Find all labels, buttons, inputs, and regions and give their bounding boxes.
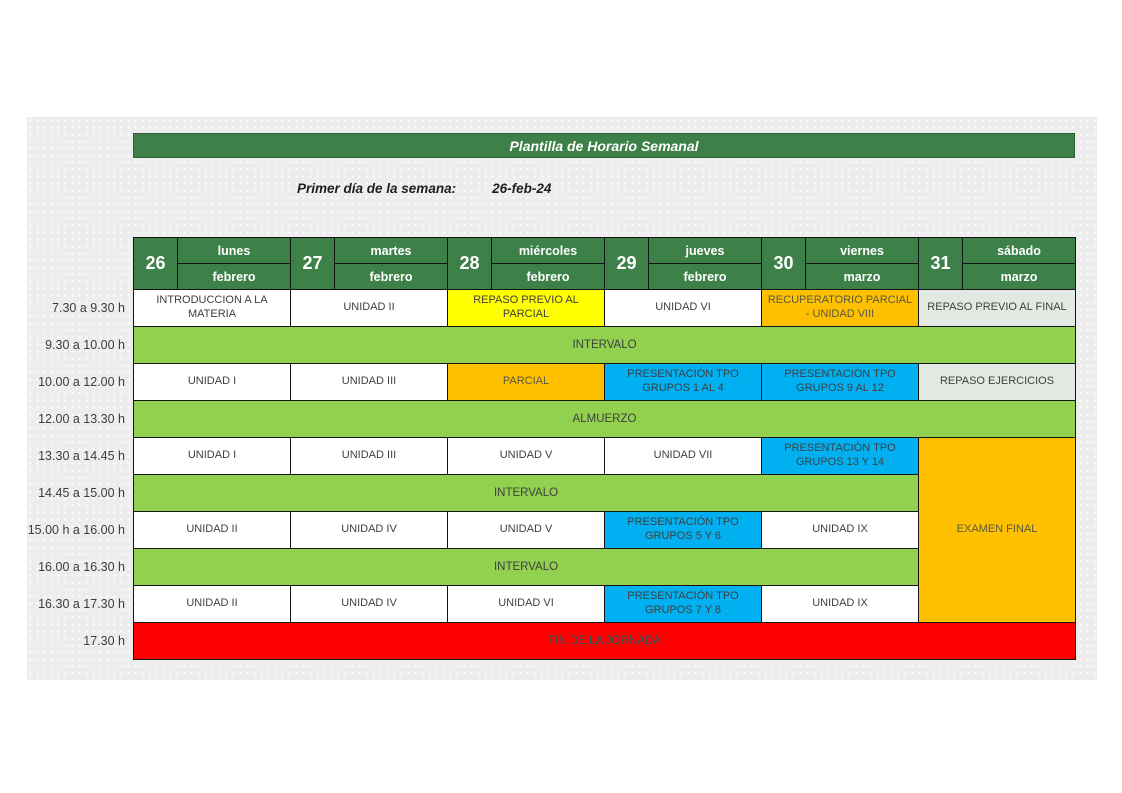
header-day-name[interactable]: viernes [806,238,919,264]
header-day-number[interactable]: 28 [448,238,492,290]
cell-intervalo[interactable]: INTERVALO [134,327,1076,364]
time-label[interactable]: 14.45 a 15.00 h [38,485,125,500]
time-label[interactable]: 17.30 h [83,633,125,648]
cell-intervalo[interactable]: INTERVALO [134,475,919,512]
first-day-label: Primer día de la semana: [297,181,457,196]
header-day-name[interactable]: sábado [963,238,1076,264]
time-label[interactable]: 15.00 h a 16.00 h [27,522,125,537]
header-month[interactable]: marzo [963,264,1076,290]
row-1000 [134,364,1076,401]
header-month[interactable]: febrero [492,264,605,290]
cell-r1-martes[interactable]: UNIDAD II [291,290,448,327]
cell-r5-jueves[interactable]: UNIDAD VII [605,438,762,475]
header-row-day [134,238,1076,264]
time-label[interactable]: 16.30 a 17.30 h [38,596,125,611]
header-day-number[interactable]: 30 [762,238,806,290]
cell-r5-lunes[interactable]: UNIDAD I [134,438,291,475]
header-day-number[interactable]: 31 [919,238,963,290]
cell-r1-lunes[interactable]: INTRODUCCION A LA MATERIA [134,290,291,327]
cell-r7-jueves[interactable]: PRESENTACIÓN TPO GRUPOS 5 Y 6 [605,512,762,549]
header-month[interactable]: febrero [649,264,762,290]
schedule-title: Plantilla de Horario Semanal [133,133,1075,158]
cell-r3-miercoles[interactable]: PARCIAL [448,364,605,401]
header-day-number[interactable]: 29 [605,238,649,290]
cell-r3-martes[interactable]: UNIDAD III [291,364,448,401]
cell-almuerzo[interactable]: ALMUERZO [134,401,1076,438]
cell-r3-sabado[interactable]: REPASO EJERCICIOS [919,364,1076,401]
cell-r9-martes[interactable]: UNIDAD IV [291,586,448,623]
row-intervalo-0930 [134,327,1076,364]
header-month[interactable]: febrero [178,264,291,290]
cell-r1-jueves[interactable]: UNIDAD VI [605,290,762,327]
header-day-name[interactable]: martes [335,238,448,264]
header-day-name[interactable]: jueves [649,238,762,264]
cell-r1-viernes[interactable]: RECUPERATORIO PARCIAL - UNIDAD VIII [762,290,919,327]
header-month[interactable]: febrero [335,264,448,290]
cell-examen-final[interactable]: EXAMEN FINAL [919,438,1076,623]
row-almuerzo [134,401,1076,438]
row-0730 [134,290,1076,327]
cell-intervalo[interactable]: INTERVALO [134,549,919,586]
time-label[interactable]: 13.30 a 14.45 h [38,448,125,463]
time-label[interactable]: 10.00 a 12.00 h [38,374,125,389]
schedule-table [133,237,1076,660]
row-fin-jornada [134,623,1076,660]
cell-r3-jueves[interactable]: PRESENTACIÓN TPO GRUPOS 1 AL 4 [605,364,762,401]
time-label[interactable]: 12.00 a 13.30 h [38,411,125,426]
cell-r7-lunes[interactable]: UNIDAD II [134,512,291,549]
cell-r9-miercoles[interactable]: UNIDAD VI [448,586,605,623]
cell-r9-jueves[interactable]: PRESENTACIÓN TPO GRUPOS 7 Y 8 [605,586,762,623]
cell-r7-martes[interactable]: UNIDAD IV [291,512,448,549]
time-label[interactable]: 7.30 a 9.30 h [52,300,125,315]
cell-r3-viernes[interactable]: PRESENTACIÓN TPO GRUPOS 9 AL 12 [762,364,919,401]
header-day-name[interactable]: lunes [178,238,291,264]
cell-r5-miercoles[interactable]: UNIDAD V [448,438,605,475]
cell-r1-sabado[interactable]: REPASO PREVIO AL FINAL [919,290,1076,327]
first-day-row [297,181,551,199]
header-month[interactable]: marzo [806,264,919,290]
header-day-number[interactable]: 27 [291,238,335,290]
cell-r7-viernes[interactable]: UNIDAD IX [762,512,919,549]
row-1330 [134,438,1076,475]
cell-fin-jornada[interactable]: FIN DE LA JORNADA [134,623,1076,660]
header-day-number[interactable]: 26 [134,238,178,290]
cell-r3-lunes[interactable]: UNIDAD I [134,364,291,401]
cell-r7-miercoles[interactable]: UNIDAD V [448,512,605,549]
first-day-value[interactable]: 26-feb-24 [492,181,552,196]
header-day-name[interactable]: miércoles [492,238,605,264]
time-label[interactable]: 9.30 a 10.00 h [45,337,125,352]
cell-r9-viernes[interactable]: UNIDAD IX [762,586,919,623]
cell-r5-martes[interactable]: UNIDAD III [291,438,448,475]
time-column [20,289,125,659]
cell-r5-viernes[interactable]: PRESENTACIÓN TPO GRUPOS 13 Y 14 [762,438,919,475]
time-label[interactable]: 16.00 a 16.30 h [38,559,125,574]
cell-r9-lunes[interactable]: UNIDAD II [134,586,291,623]
cell-r1-miercoles[interactable]: REPASO PREVIO AL PARCIAL [448,290,605,327]
